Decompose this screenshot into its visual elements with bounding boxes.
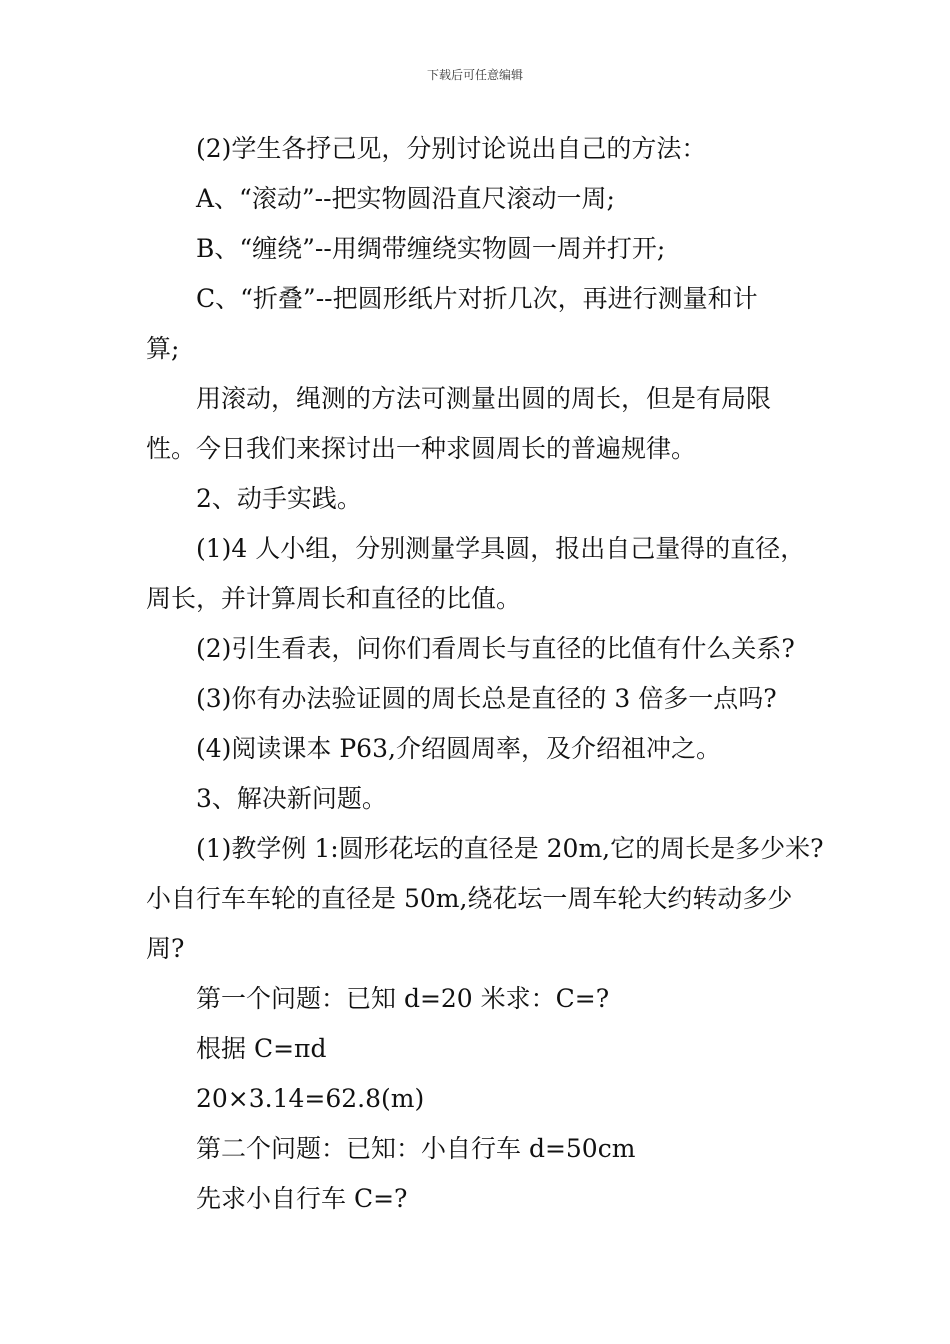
text-line: B、“缠绕”--用绸带缠绕实物圆一周并打开; bbox=[196, 234, 666, 263]
formula-line: 20×3.14=62.8(m) bbox=[196, 1084, 425, 1113]
section-heading: 2、动手实践。 bbox=[196, 484, 362, 513]
text-line: A、“滚动”--把实物圆沿直尺滚动一周; bbox=[196, 184, 615, 213]
document-body bbox=[146, 124, 824, 1224]
text-line: 小自行车车轮的直径是 50m,绕花坛一周车轮大约转动多少 bbox=[146, 884, 793, 913]
text-line: 先求小自行车 C=? bbox=[196, 1184, 408, 1213]
text-line: 第二个问题：已知：小自行车 d=50cm bbox=[196, 1134, 636, 1163]
text-line: C、“折叠”--把圆形纸片对折几次，再进行测量和计 bbox=[196, 284, 758, 313]
text-line: 周长，并计算周长和直径的比值。 bbox=[146, 584, 522, 613]
text-line: (3)你有办法验证圆的周长总是直径的 3 倍多一点吗? bbox=[196, 684, 777, 713]
text-line: 用滚动，绳测的方法可测量出圆的周长，但是有局限 bbox=[196, 384, 772, 413]
text-line: (2)学生各抒己见，分别讨论说出自己的方法： bbox=[196, 134, 707, 163]
text-line: 周? bbox=[146, 934, 185, 963]
text-line: 第一个问题：已知 d=20 米求：C=? bbox=[196, 984, 610, 1013]
formula-line: 根据 C=πd bbox=[196, 1034, 327, 1063]
section-heading: 3、解决新问题。 bbox=[196, 784, 387, 813]
text-line: (4)阅读课本 P63,介绍圆周率，及介绍祖冲之。 bbox=[196, 734, 721, 763]
text-line: (1)4 人小组，分别测量学具圆，报出自己量得的直径， bbox=[196, 534, 806, 563]
text-line: (2)引生看表，问你们看周长与直径的比值有什么关系? bbox=[196, 634, 795, 663]
text-line: 性。今日我们来探讨出一种求圆周长的普遍规律。 bbox=[146, 434, 697, 463]
text-line: (1)教学例 1:圆形花坛的直径是 20m,它的周长是多少米? bbox=[196, 834, 824, 863]
page-header: 下载后可任意编辑 bbox=[426, 68, 523, 82]
text-line: 算; bbox=[146, 334, 180, 363]
